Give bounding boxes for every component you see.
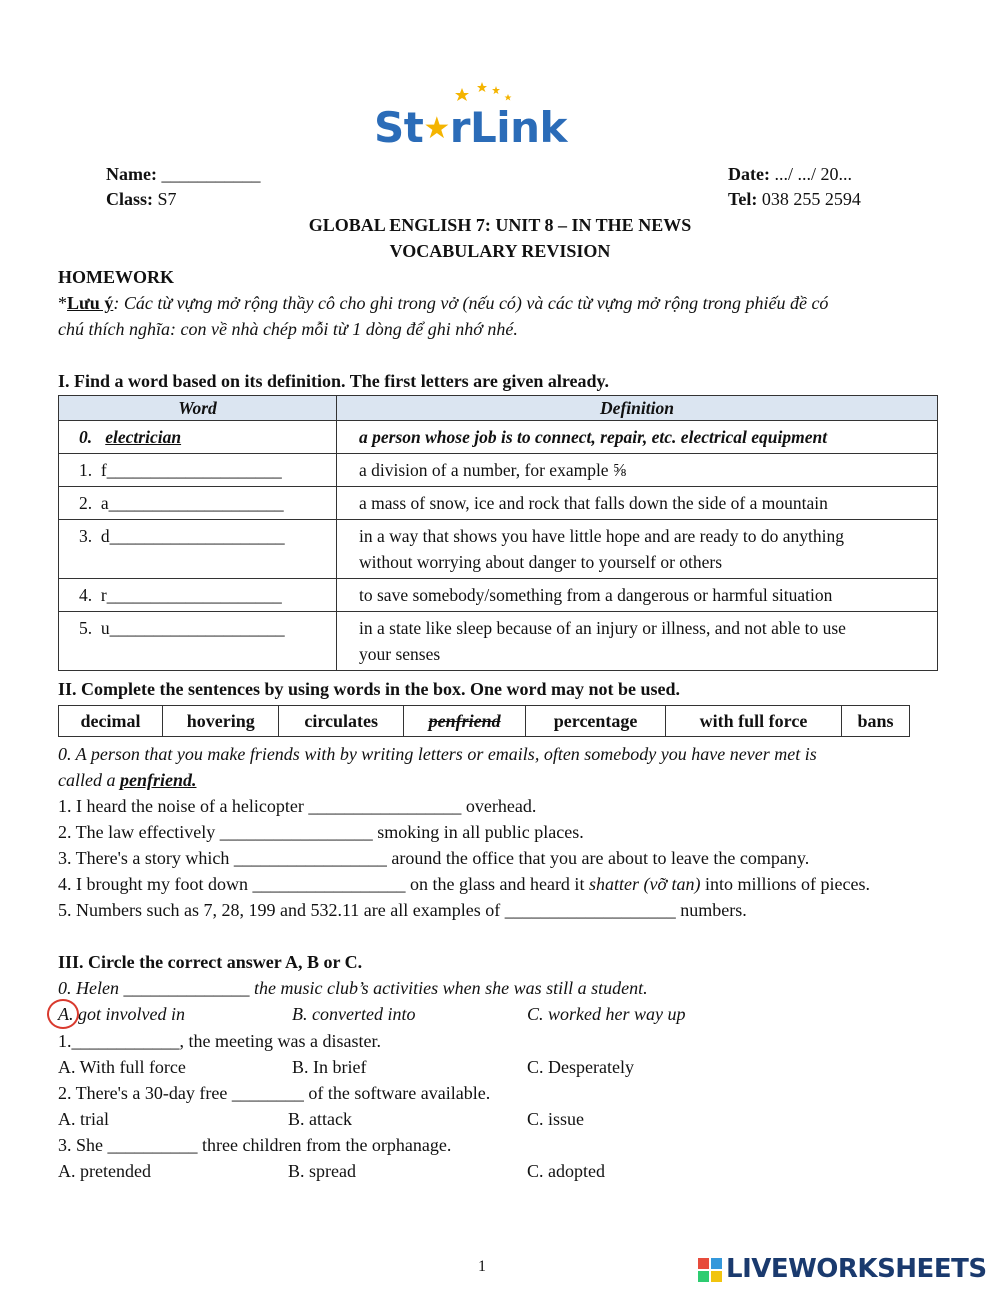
answer-blank: f____________________ <box>100 460 282 480</box>
page-number: 1 <box>478 1258 486 1275</box>
section3-heading: III. Circle the correct answer A, B or C. <box>58 952 363 972</box>
answer-blank: d____________________ <box>100 526 285 546</box>
name-field: Name: ___________ <box>106 164 261 184</box>
word-box-item: decimal <box>59 706 163 737</box>
s3-q2-option-c[interactable]: C. issue <box>527 1109 585 1129</box>
s2-question-3[interactable]: 3. There's a story which _________________ around the office that you are about to leave the company. <box>58 848 810 868</box>
s2-example-line2: called a penfriend. <box>58 770 197 790</box>
page-subtitle: VOCABULARY REVISION <box>389 241 611 261</box>
word-box-item: percentage <box>526 706 666 737</box>
s3-q3-option-a[interactable]: A. pretended <box>58 1161 151 1181</box>
liveworksheets-icon <box>698 1258 722 1282</box>
table-row: 5. u____________________ in a state like sleep because of an injury or illness, and not able to use your senses <box>59 612 938 671</box>
s3-question-2: 2. There's a 30-day free ________ of the software available. <box>58 1083 491 1103</box>
word-box-item-used: penfriend <box>404 706 526 737</box>
page-title: GLOBAL ENGLISH 7: UNIT 8 – IN THE NEWS <box>308 215 692 235</box>
s3-q0-option-a: A. got involved in <box>58 1004 185 1024</box>
s3-question-0: 0. Helen ______________ the music club’s activities when she was still a student. <box>58 978 648 998</box>
definition-table <box>58 395 938 671</box>
s3-q1-option-b[interactable]: B. In brief <box>292 1057 367 1077</box>
section2-heading: II. Complete the sentences by using words in the box. One word may not be used. <box>58 679 681 699</box>
s3-q1-option-a[interactable]: A. With full force <box>58 1057 186 1077</box>
answer-blank: u____________________ <box>100 618 285 638</box>
s2-question-4[interactable]: 4. I brought my foot down _________________ on the glass and heard it shatter (vỡ tan) into millions of pieces. <box>58 874 871 894</box>
s2-question-2[interactable]: 2. The law effectively _________________ smoking in all public places. <box>58 822 584 842</box>
s2-question-1[interactable]: 1. I heard the noise of a helicopter _________________ overhead. <box>58 796 537 816</box>
answer-circle <box>47 999 79 1029</box>
word-box-item: hovering <box>163 706 279 737</box>
s3-question-1: 1.____________, the meeting was a disaster. <box>58 1031 381 1051</box>
answer-blank: a____________________ <box>100 493 284 513</box>
col-definition: Definition <box>337 396 938 421</box>
liveworksheets-logo: LIVEWORKSHEETS <box>698 1252 998 1286</box>
logo-wordmark: St★rLink <box>374 103 567 152</box>
table-row: 1. f____________________ a division of a number, for example ⅝ <box>59 454 938 487</box>
col-word: Word <box>59 396 337 421</box>
starlink-logo <box>374 80 594 152</box>
s3-q2-option-a[interactable]: A. trial <box>58 1109 109 1129</box>
tel-field: Tel: 038 255 2594 <box>728 189 861 209</box>
table-row: 2. a____________________ a mass of snow, ice and rock that falls down the side of a mountain <box>59 487 938 520</box>
table-row: 3. d____________________ in a way that shows you have little hope and are ready to do anything without worrying about danger to yourself or others <box>59 520 938 579</box>
section1-heading: I. Find a word based on its definition. The first letters are given already. <box>58 371 610 391</box>
table-row: 4. r____________________ to save somebody/something from a dangerous or harmful situation <box>59 579 938 612</box>
s3-question-3: 3. She __________ three children from the orphanage. <box>58 1135 452 1155</box>
s3-q3-option-b[interactable]: B. spread <box>288 1161 356 1181</box>
homework-note-line2: chú thích nghĩa: con về nhà chép mỗi từ 1 dòng để ghi nhớ nhé. <box>58 319 518 339</box>
homework-heading: HOMEWORK <box>58 267 174 287</box>
answer-blank: r____________________ <box>100 585 282 605</box>
word-box-item: with full force <box>666 706 842 737</box>
s2-example-line1: 0. A person that you make friends with by writing letters or emails, often somebody you have never met is <box>58 744 817 764</box>
word-box-item: circulates <box>279 706 404 737</box>
date-field: Date: .../ .../ 20... <box>728 164 852 184</box>
s3-q0-option-c: C. worked her way up <box>527 1004 686 1024</box>
table-row-example: 0. electrician a person whose job is to connect, repair, etc. electrical equipment <box>59 421 938 454</box>
s3-q1-option-c[interactable]: C. Desperately <box>527 1057 634 1077</box>
s3-q3-option-c[interactable]: C. adopted <box>527 1161 605 1181</box>
class-field: Class: S7 <box>106 189 177 209</box>
word-box <box>58 705 910 737</box>
word-box-item: bans <box>842 706 910 737</box>
s3-q2-option-b[interactable]: B. attack <box>288 1109 352 1129</box>
homework-note: *Lưu ý: Các từ vựng mở rộng thầy cô cho ghi trong vở (nếu có) và các từ vựng mở rộng trong phiếu đề có <box>58 293 829 313</box>
s3-q0-option-b: B. converted into <box>292 1004 416 1024</box>
s2-question-5[interactable]: 5. Numbers such as 7, 28, 199 and 532.11 are all examples of ___________________ numbers. <box>58 900 747 920</box>
